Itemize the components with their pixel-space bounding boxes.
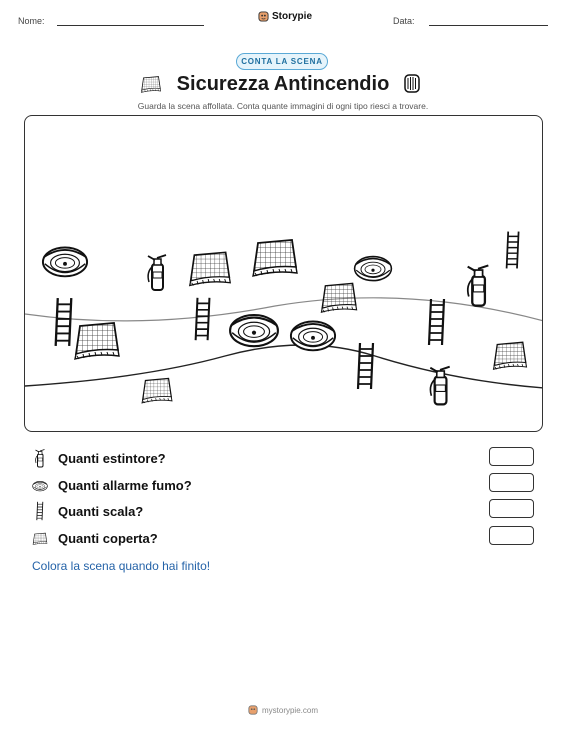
answer-box-blanket[interactable] [489, 526, 534, 545]
fire-blanket-icon [187, 249, 233, 287]
color-instruction: Colora la scena quando hai finito! [32, 559, 211, 573]
fire-blanket-icon [70, 320, 124, 360]
storypie-icon [248, 705, 258, 715]
smoke-alarm-icon [228, 306, 280, 351]
name-label: Nome: [18, 16, 45, 26]
scene-badge: CONTA LA SCENA [236, 53, 328, 70]
page-subtitle: Guarda la scena affollata. Conta quante immagini di ogni tipo riesci a trovare. [137, 101, 429, 111]
answer-box-ladder[interactable] [489, 499, 534, 518]
fire-blanket-icon [491, 340, 529, 370]
smoke-alarm-icon [32, 478, 48, 493]
question-text: Quanti coperta? [58, 530, 158, 546]
smoke-alarm-icon [353, 250, 393, 284]
footer-url[interactable]: mystorypie.com [261, 705, 318, 715]
fire-blanket-icon [32, 531, 48, 546]
fire-blanket-icon [140, 375, 174, 405]
fire-blanket-icon [249, 237, 301, 277]
ladder-icon [425, 296, 449, 348]
date-label: Data: [393, 16, 415, 26]
smoke-alarm-icon [403, 72, 421, 94]
question-ladder [32, 503, 143, 519]
question-extinguisher [32, 450, 166, 466]
question-text: Quanti scala? [58, 503, 144, 519]
ladder-icon [353, 341, 379, 391]
fire-extinguisher-icon [426, 363, 454, 407]
date-line[interactable] [429, 25, 548, 26]
question-text: Quanti estintore? [58, 450, 166, 466]
fire-blanket-icon [319, 281, 359, 313]
brand-logo [258, 11, 312, 22]
fire-extinguisher-icon [33, 448, 47, 468]
question-blanket [32, 530, 158, 546]
footer [0, 705, 566, 715]
answer-box-smoke-alarm[interactable] [489, 473, 534, 492]
name-line[interactable] [57, 25, 204, 26]
fire-extinguisher-icon [463, 262, 493, 308]
answer-box-extinguisher[interactable] [489, 447, 534, 466]
smoke-alarm-icon [41, 240, 89, 280]
page-title: Sicurezza Antincendio [176, 73, 390, 95]
question-text: Quanti allarme fumo? [58, 477, 192, 493]
ladder-icon [191, 296, 215, 342]
ladder-icon [502, 230, 524, 270]
scene-frame [24, 115, 543, 432]
brand-name: Storypie [272, 11, 313, 22]
smoke-alarm-icon [289, 313, 337, 355]
question-smoke-alarm [32, 477, 192, 493]
fire-extinguisher-icon [144, 252, 170, 292]
ladder-icon [35, 501, 45, 521]
storypie-icon [258, 11, 269, 22]
